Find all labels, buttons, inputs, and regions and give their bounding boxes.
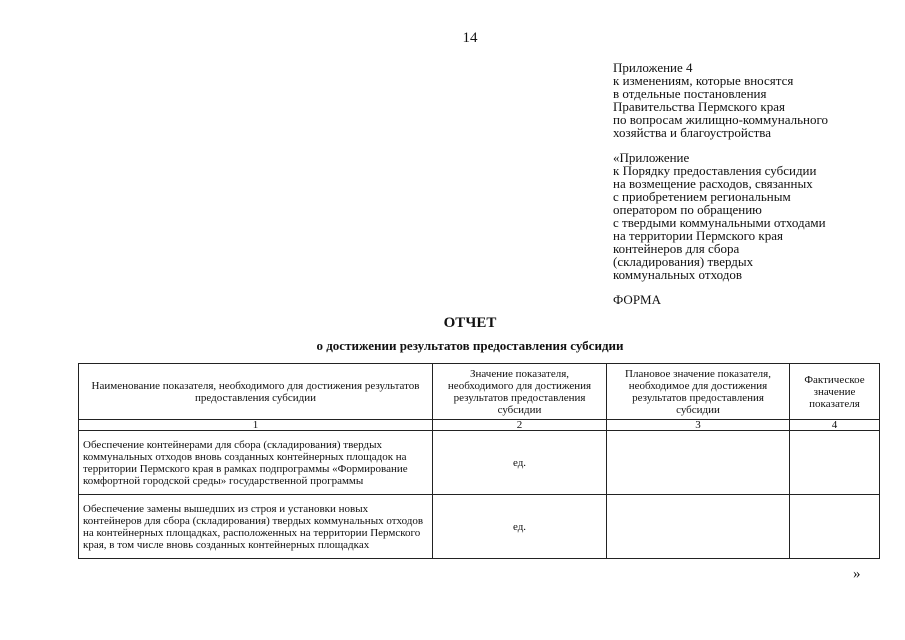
appendix-line: хозяйства и благоустройства xyxy=(613,125,772,140)
table-row xyxy=(79,431,880,495)
planned-value-cell xyxy=(607,495,790,559)
page-number: 14 xyxy=(462,30,478,46)
indicator-name: Обеспечение контейнерами для сбора (складирования) твердых коммунальных отходов вновь созданных контейнерных площадок на территории Пермского края в рамках подпрограммы «Формирование комфортной городской среды» государственной программы xyxy=(79,431,433,495)
header-cell: Плановое значение показателя, необходимое для достижения результатов предоставления субсидии xyxy=(607,364,790,420)
appendix-line: Приложение 4 xyxy=(613,60,693,75)
appendix-header xyxy=(613,61,828,139)
form-label: ФОРМА xyxy=(613,292,661,307)
column-number: 1 xyxy=(79,420,433,431)
appendix-line: Правительства Пермского края xyxy=(613,99,785,114)
column-number: 3 xyxy=(607,420,790,431)
appendix-line: к изменениям, которые вносятся xyxy=(613,73,794,88)
header-cell: Значение показателя, необходимого для достижения результатов предоставления субсидии xyxy=(433,364,607,420)
column-number: 4 xyxy=(790,420,880,431)
table-row xyxy=(79,495,880,559)
column-number-row xyxy=(79,420,880,431)
appendix-inner-line: оператором по обращению xyxy=(613,202,762,217)
appendix-inner-header xyxy=(613,151,826,281)
header-cell: Фактическое значение показателя xyxy=(790,364,880,420)
appendix-inner-line: к Порядку предоставления субсидии xyxy=(613,163,817,178)
appendix-inner-line: на территории Пермского края xyxy=(613,228,783,243)
actual-value-cell xyxy=(790,495,880,559)
appendix-inner-line: контейнеров для сбора xyxy=(613,241,740,256)
report-table xyxy=(78,363,880,559)
appendix-inner-line: с твердыми коммунальными отходами xyxy=(613,215,826,230)
appendix-line: по вопросам жилищно-коммунального xyxy=(613,112,828,127)
column-number: 2 xyxy=(433,420,607,431)
indicator-unit: ед. xyxy=(433,495,607,559)
header-cell: Наименование показателя, необходимого для достижения результатов предоставления субсидии xyxy=(79,364,433,420)
report-subtitle: о достижении результатов предоставления субсидии xyxy=(316,338,624,353)
appendix-inner-line: с приобретением региональным xyxy=(613,189,791,204)
appendix-line: в отдельные постановления xyxy=(613,86,767,101)
indicator-name: Обеспечение замены вышедших из строя и установки новых контейнеров для сбора (складирования) твердых коммунальных отходов на контейнерных площадках, расположенных на территории Пермского края, в том числе вновь созданных контейнерных площадках xyxy=(79,495,433,559)
planned-value-cell xyxy=(607,431,790,495)
table-header-row xyxy=(79,364,880,420)
actual-value-cell xyxy=(790,431,880,495)
report-title: ОТЧЕТ xyxy=(443,315,497,331)
appendix-inner-line: коммунальных отходов xyxy=(613,267,742,282)
appendix-inner-line: «Приложение xyxy=(613,150,690,165)
indicator-unit: ед. xyxy=(433,431,607,495)
appendix-inner-line: на возмещение расходов, связанных xyxy=(613,176,813,191)
appendix-inner-line: (складирования) твердых xyxy=(613,254,754,269)
closing-quote: » xyxy=(853,566,861,582)
